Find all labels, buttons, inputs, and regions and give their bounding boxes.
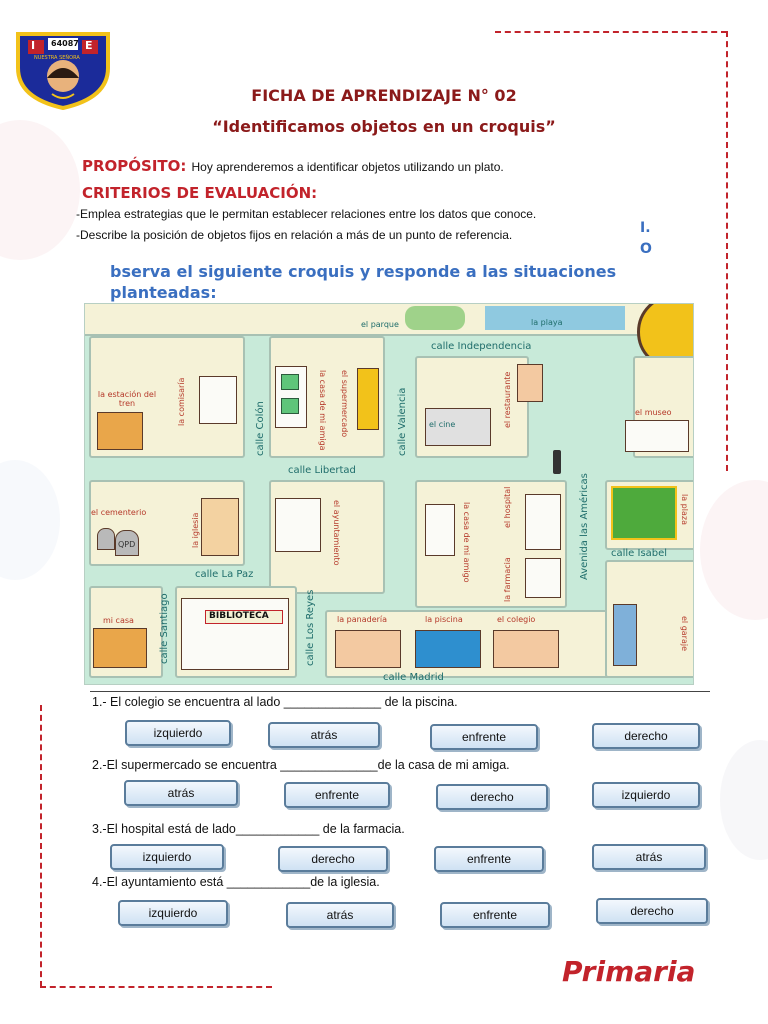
place-label: el museo — [635, 408, 672, 417]
background-decoration — [720, 740, 768, 860]
pharmacy-building — [525, 558, 561, 598]
street-label: calle La Paz — [195, 569, 254, 580]
option-button[interactable]: derecho — [278, 846, 388, 872]
frame-line — [40, 705, 42, 987]
option-button[interactable]: enfrente — [440, 902, 550, 928]
street-label: Avenida las Américas — [579, 473, 590, 580]
option-button[interactable]: enfrente — [434, 846, 544, 872]
option-button[interactable]: enfrente — [284, 782, 390, 808]
place-label: la farmacia — [503, 557, 512, 602]
place-label: QPD — [118, 540, 136, 549]
option-button[interactable]: atrás — [124, 780, 238, 806]
place-label: la piscina — [425, 615, 463, 624]
street-label: calle Madrid — [383, 672, 444, 683]
frame-line — [495, 31, 727, 33]
supermarket-building — [357, 368, 379, 430]
library-building — [181, 598, 289, 670]
place-label: la estación del tren — [97, 390, 157, 408]
place-label: el colegio — [497, 615, 536, 624]
place-label: el garaje — [680, 616, 689, 652]
plaza — [611, 486, 677, 540]
option-button[interactable]: derecho — [592, 723, 700, 749]
bakery-building — [335, 630, 401, 668]
hospital-building — [525, 494, 561, 550]
school-building — [493, 630, 559, 668]
option-button[interactable]: izquierdo — [118, 900, 228, 926]
museum-building — [625, 420, 689, 452]
question-text: 2.-El supermercado se encuentra ______________de la casa de mi amiga. — [92, 758, 510, 772]
page-title: FICHA DE APRENDIZAJE N° 02 — [251, 86, 517, 105]
police-station-building — [199, 376, 237, 424]
question-text: 4.-El ayuntamiento está ____________de la iglesia. — [92, 875, 380, 889]
option-button[interactable]: izquierdo — [110, 844, 224, 870]
option-button[interactable]: derecho — [596, 898, 708, 924]
pool-building — [415, 630, 481, 668]
my-house-building — [93, 628, 147, 668]
window — [281, 398, 299, 414]
train-station-building — [97, 412, 143, 450]
frame-line — [40, 986, 272, 988]
background-decoration — [700, 480, 768, 620]
option-button[interactable]: atrás — [286, 902, 394, 928]
church-building — [201, 498, 239, 556]
side-letter: I. — [640, 220, 651, 236]
place-label: la comisaría — [177, 377, 186, 426]
friend-house-building — [425, 504, 455, 556]
place-label: la casa de mi amigo — [462, 502, 471, 583]
instruction-line: bserva el siguiente croquis y responde a las situaciones — [110, 262, 617, 281]
garage-building — [613, 604, 637, 666]
street-label: calle Los Reyes — [305, 589, 316, 666]
town-hall-building — [275, 498, 321, 552]
street-label: calle Colón — [255, 401, 266, 456]
place-label: el restaurante — [503, 371, 512, 428]
logo-number: 64087 — [51, 39, 79, 48]
place-label: el supermercado — [340, 370, 349, 438]
gravestone — [97, 528, 115, 550]
instruction-line: planteadas: — [110, 283, 217, 302]
street-label: calle Libertad — [288, 465, 356, 476]
background-decoration — [0, 120, 80, 260]
place-label: la casa de mi amiga — [318, 370, 327, 451]
logo-letter-right: E — [85, 39, 93, 52]
place-label: el cementerio — [91, 508, 147, 517]
question-text: 1.- El colegio se encuentra al lado ______________ de la piscina. — [92, 695, 458, 709]
traffic-light — [553, 450, 561, 474]
street-label: calle Independencia — [431, 341, 532, 352]
option-button[interactable]: enfrente — [430, 724, 538, 750]
place-label: BIBLIOTECA — [209, 611, 269, 621]
option-button[interactable]: izquierdo — [125, 720, 231, 746]
option-button[interactable]: atrás — [592, 844, 706, 870]
place-label: el ayuntamiento — [332, 500, 341, 566]
question-text: 3.-El hospital está de lado____________ de la farmacia. — [92, 822, 405, 836]
background-decoration — [0, 460, 60, 580]
option-button[interactable]: izquierdo — [592, 782, 700, 808]
option-button[interactable]: atrás — [268, 722, 380, 748]
side-letter: O — [640, 241, 652, 257]
place-label: la iglesia — [191, 512, 200, 548]
purpose — [82, 156, 504, 175]
option-button[interactable]: derecho — [436, 784, 548, 810]
place-label: mi casa — [103, 616, 134, 625]
place-label: el parque — [361, 320, 399, 329]
place-label: el hospital — [503, 486, 512, 528]
place-label: el cine — [429, 420, 456, 429]
window — [281, 374, 299, 390]
logo-letter-left: I — [31, 39, 36, 52]
purpose-label: PROPÓSITO: — [82, 157, 187, 175]
criteria-label: CRITERIOS DE EVALUACIÓN: — [82, 184, 318, 202]
street-label: calle Valencia — [397, 387, 408, 456]
criteria-item: -Describe la posición de objetos fijos en relación a más de un punto de referencia. — [76, 228, 513, 242]
logo-motto: NUESTRA SEÑORA — [34, 55, 80, 61]
restaurant-building — [517, 364, 543, 402]
footer-label: Primaria — [562, 955, 696, 988]
separator-line — [90, 691, 710, 692]
street-label: calle Isabel — [611, 548, 668, 559]
street-label: calle Santiago — [159, 593, 170, 664]
place-label: la panadería — [337, 615, 388, 624]
park-trees — [405, 306, 465, 330]
croquis-map — [84, 303, 694, 685]
place-label: la plaza — [680, 494, 689, 525]
criteria-item: -Emplea estrategias que le permitan establecer relaciones entre los datos que conoce. — [76, 207, 537, 221]
place-label: la playa — [531, 318, 563, 327]
purpose-text: Hoy aprenderemos a identificar objetos utilizando un plato. — [191, 160, 504, 174]
page-subtitle: “Identificamos objetos en un croquis” — [212, 117, 556, 136]
